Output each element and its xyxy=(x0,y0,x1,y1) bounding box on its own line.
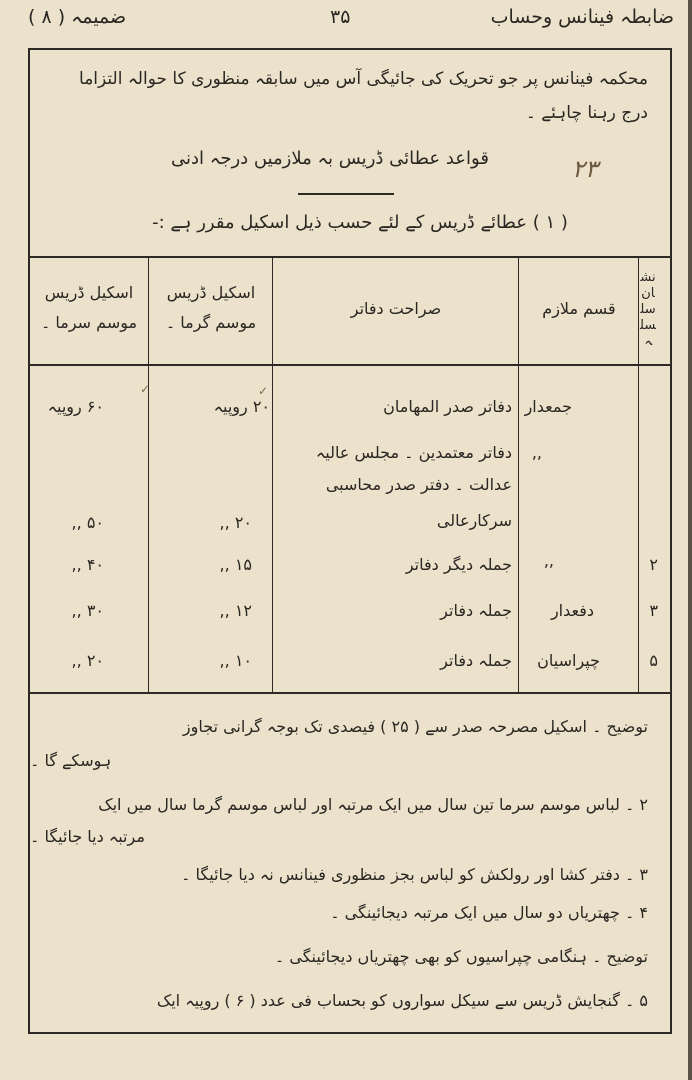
note-5: ۵ ۔ گنجایش ڈریس سے سیکل سواروں کو بحساب فی عدد ( ۶ ) روپیہ ایک xyxy=(156,991,648,1010)
office-text: دفاتر معتمدین ۔ مجلس عالیہ xyxy=(315,443,512,462)
serial-number: ۲ xyxy=(649,555,658,574)
note-clarification-1: توضیح ۔ اسکیل مصرحہ صدر سے ( ۲۵ ) فیصدی تک بوجہ گرانی تجاوز xyxy=(182,717,648,736)
note-clarification-1-cont: ہوسکے گا ۔ xyxy=(30,751,112,770)
employee-text: دفعدار xyxy=(550,601,594,620)
table-header-rule xyxy=(28,364,672,366)
section-heading: قواعد عطائی ڈریس بہ ملازمیں درجہ ادنی xyxy=(171,148,489,169)
office-text: جملہ دفاتر xyxy=(440,651,512,670)
col-divider xyxy=(272,256,273,692)
col-divider xyxy=(148,256,149,692)
winter-value: ۲۰ ,, xyxy=(71,651,104,670)
winter-value: ۳۰ ,, xyxy=(71,601,104,620)
office-text: دفاتر صدر المهامان xyxy=(383,397,512,416)
employee-text: ,, xyxy=(531,443,542,462)
intro-line-2: درج رہنا چاہئے ۔ xyxy=(525,103,648,123)
summer-value: ۱۲ ,, xyxy=(219,601,252,620)
header-office: صراحت دفاتر xyxy=(350,299,442,318)
heading-rule xyxy=(298,193,394,195)
note-4: ۴ ۔ چھتریاں دو سال میں ایک مرتبہ دیجائینگی ۔ xyxy=(330,903,648,922)
winter-value: ۶۰ روپیہ xyxy=(47,397,104,416)
winter-value: ۵۰ ,, xyxy=(71,513,104,532)
header-employee: قسم ملازم xyxy=(542,299,616,318)
office-text: سرکارعالی xyxy=(436,511,512,530)
header-winter: اسکیل ڈریس موسم سرما ۔ xyxy=(40,283,138,332)
intro-line-1: محکمہ فینانس پر جو تحریک کی جائیگی آس میں سابقہ منظوری کا حوالہ التزاما xyxy=(79,69,648,89)
serial-number: ۳ xyxy=(649,601,658,620)
summer-value: ۲۰ روپیہ xyxy=(213,397,270,416)
header-summer: اسکیل ڈریس موسم گرما ۔ xyxy=(165,283,257,332)
note-clarification-2: توضیح ۔ ہنگامی چپراسیوں کو بھی چھتریاں دیجائینگی ۔ xyxy=(274,947,648,966)
page-number: ۳۵ xyxy=(330,6,351,28)
running-title: ضابطہ فینانس وحساب xyxy=(490,6,674,28)
summer-value: ۱۵ ,, xyxy=(219,555,252,574)
check-mark-icon: ✓ xyxy=(140,382,151,396)
header-serial: نشان سلسلہ xyxy=(640,270,656,349)
employee-text: چپراسیان xyxy=(537,651,600,670)
section-subheading: ( ۱ ) عطائے ڈریس کے لئے حسب ذیل اسکیل مقرر ہے :- xyxy=(152,212,568,233)
table-bottom-rule xyxy=(28,692,672,694)
col-divider xyxy=(518,256,519,692)
employee-text: ,, xyxy=(543,551,554,570)
summer-value: ۱۰ ,, xyxy=(219,651,252,670)
col-divider xyxy=(638,256,639,692)
note-3: ۳ ۔ دفتر کشا اور رولکش کو لباس بجز منظوری فینانس نہ دیا جائیگا ۔ xyxy=(181,865,648,884)
page-edge xyxy=(688,0,692,1080)
office-text: عدالت ۔ دفتر صدر محاسبی xyxy=(325,475,512,494)
office-text: جملہ دیگر دفاتر xyxy=(405,555,512,574)
note-2-cont: مرتبہ دیا جائیگا ۔ xyxy=(30,827,145,846)
note-2: ۲ ۔ لباس موسم سرما تین سال میں ایک مرتبہ اور لباس موسم گرما سال میں ایک xyxy=(98,795,648,814)
table-top-rule xyxy=(28,256,672,258)
serial-number: ۵ xyxy=(649,651,658,670)
margin-annotation: ۲۳ xyxy=(572,155,598,183)
office-text: جملہ دفاتر xyxy=(440,601,512,620)
employee-text: جمعدار xyxy=(524,397,572,416)
summer-value: ۲۰ ,, xyxy=(219,513,252,532)
annex-label: ضمیمہ ( ۸ ) xyxy=(28,6,127,28)
winter-value: ۴۰ ,, xyxy=(71,555,104,574)
check-mark-icon: ✓ xyxy=(258,384,269,398)
